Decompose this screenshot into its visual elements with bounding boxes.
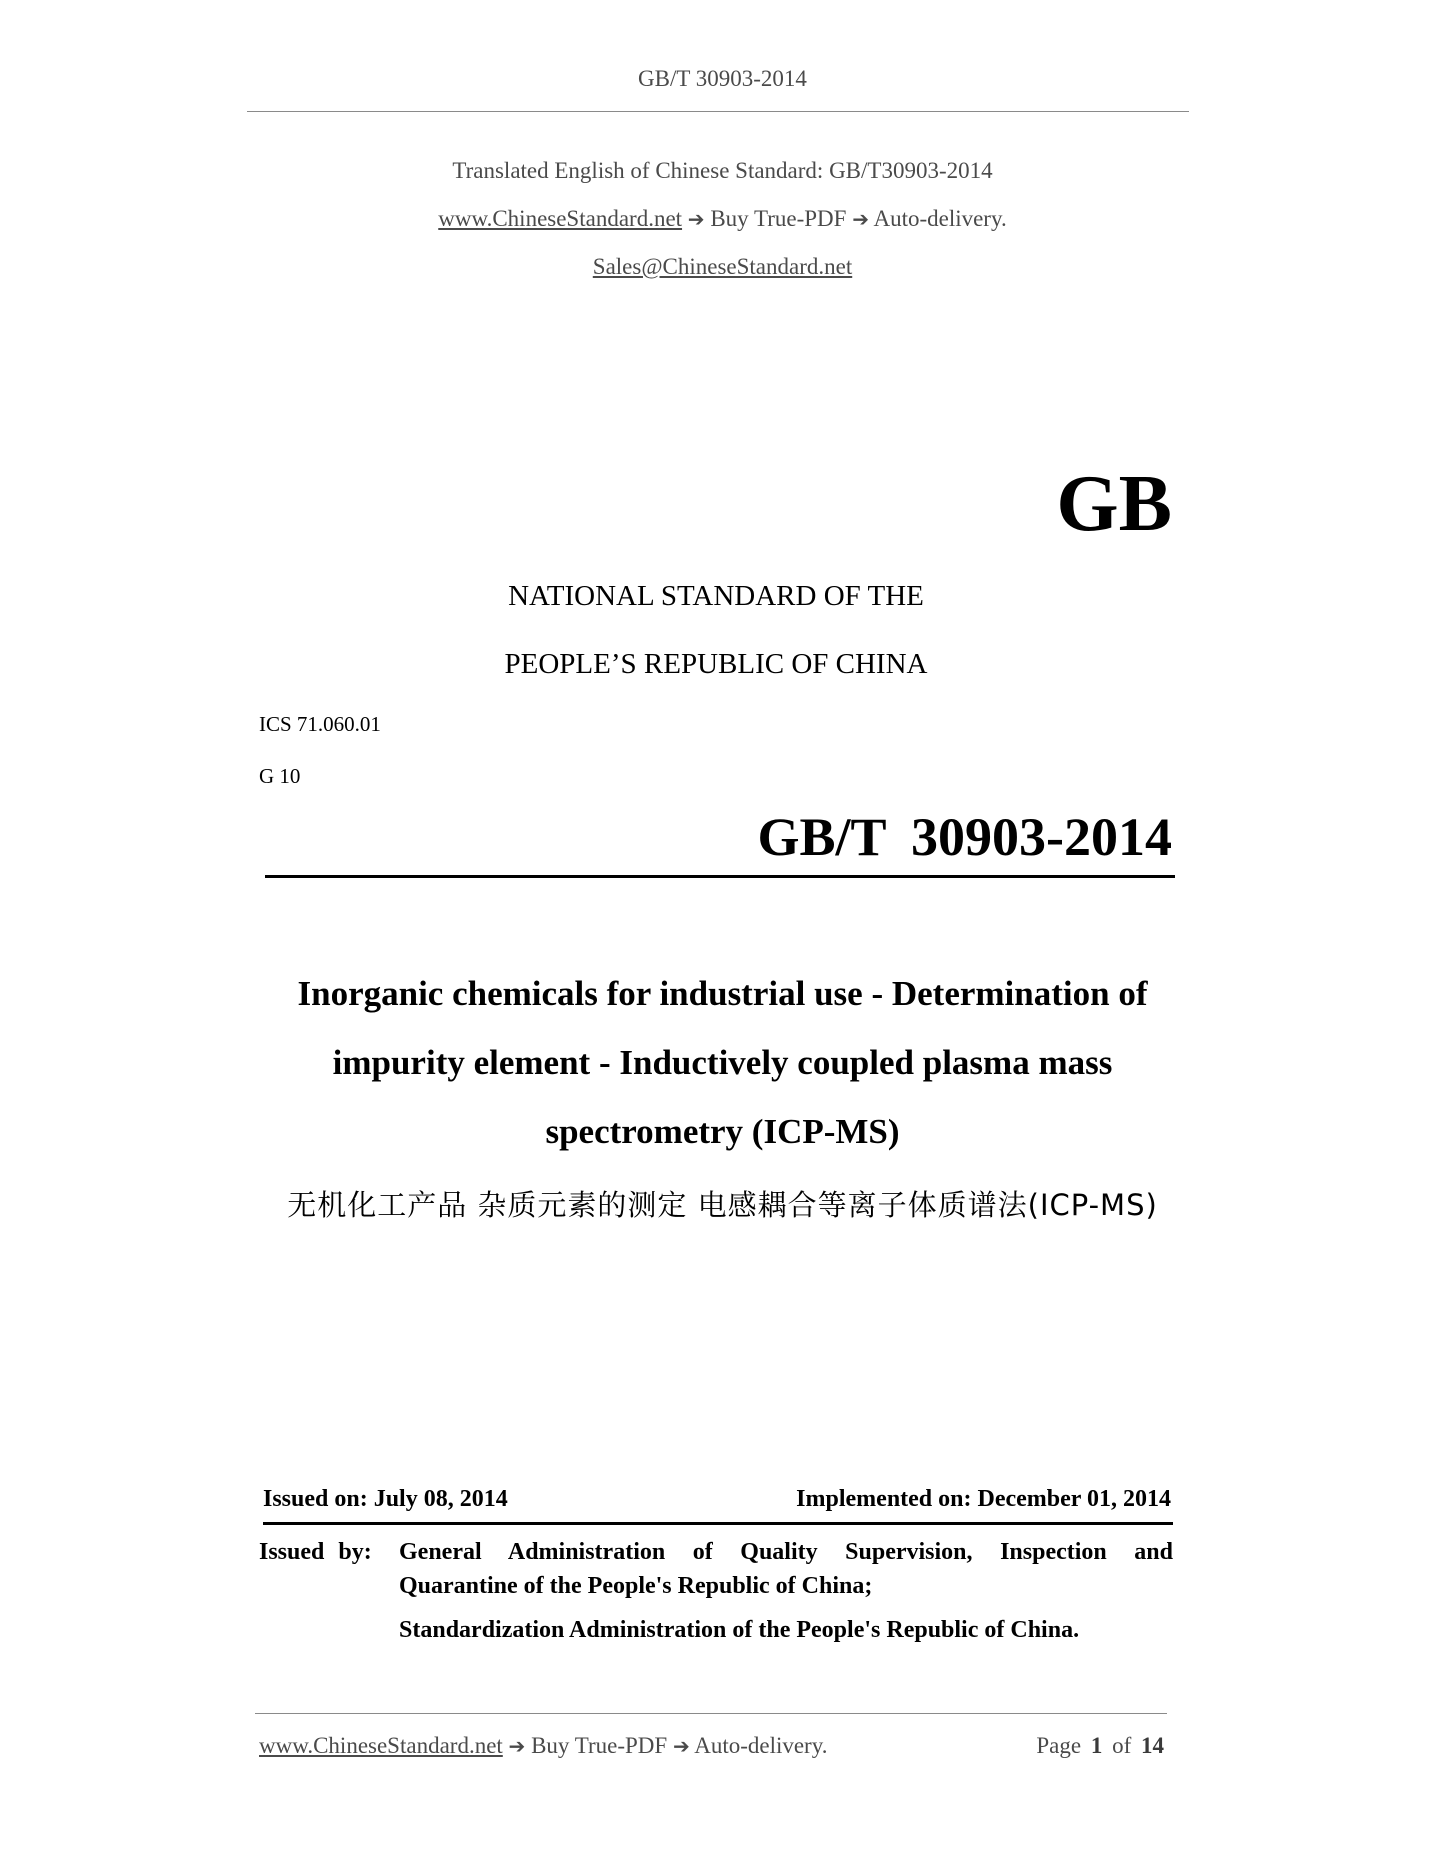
issuer-line-2: Quarantine of the People's Republic of China; bbox=[399, 1573, 873, 1599]
national-line-1: NATIONAL STANDARD OF THE bbox=[508, 580, 924, 612]
footer-divider bbox=[255, 1713, 1167, 1714]
issuer-line-1: General Administration of Quality Supervision, Inspection and bbox=[399, 1539, 1173, 1565]
arrow-right-icon: ➔ bbox=[852, 207, 869, 231]
footer-promo-buy: Buy True-PDF bbox=[531, 1733, 668, 1758]
site-link[interactable]: www.ChineseStandard.net bbox=[438, 206, 683, 231]
standard-number: GB/T 30903-2014 bbox=[757, 807, 1172, 867]
page-indicator bbox=[1036, 1733, 1164, 1759]
dates-underline bbox=[263, 1522, 1173, 1525]
gb-mark: GB bbox=[1056, 460, 1172, 548]
promo-line bbox=[0, 206, 1445, 232]
footer-promo-delivery: Auto-delivery. bbox=[694, 1733, 828, 1758]
title-line-1: Inorganic chemicals for industrial use - Determination of bbox=[297, 974, 1148, 1013]
ics-code: ICS 71.060.01 bbox=[259, 712, 381, 736]
page-current: 1 bbox=[1090, 1733, 1103, 1758]
page-of: of bbox=[1112, 1733, 1132, 1758]
translation-note: Translated English of Chinese Standard: GB/T30903-2014 bbox=[452, 158, 993, 183]
arrow-right-icon: ➔ bbox=[687, 207, 705, 231]
issuer-label: Issued by: bbox=[259, 1539, 372, 1565]
sales-email-link[interactable]: Sales@ChineseStandard.net bbox=[592, 254, 853, 279]
ccs-code: G 10 bbox=[259, 764, 301, 788]
issued-date: Issued on: July 08, 2014 bbox=[263, 1486, 508, 1512]
sales-line bbox=[0, 254, 1445, 280]
footer-promo bbox=[259, 1733, 827, 1759]
footer-site-link[interactable]: www.ChineseStandard.net bbox=[259, 1733, 503, 1758]
page-total: 14 bbox=[1141, 1733, 1164, 1758]
arrow-right-icon: ➔ bbox=[672, 1734, 690, 1758]
running-header: GB/T 30903-2014 bbox=[638, 66, 807, 91]
promo-buy: Buy True-PDF bbox=[710, 206, 847, 231]
national-line-2: PEOPLE’S REPUBLIC OF CHINA bbox=[504, 648, 928, 680]
title-line-2: impurity element - Inductively coupled plasma mass bbox=[332, 1043, 1113, 1082]
issuer-line-3: Standardization Administration of the People's Republic of China. bbox=[399, 1617, 1080, 1643]
arrow-right-icon: ➔ bbox=[508, 1734, 526, 1758]
header-divider bbox=[247, 111, 1189, 112]
promo-delivery: Auto-delivery. bbox=[873, 206, 1007, 231]
implemented-date: Implemented on: December 01, 2014 bbox=[796, 1486, 1171, 1512]
chinese-title: 无机化工产品 杂质元素的测定 电感耦合等离子体质谱法(ICP-MS) bbox=[287, 1188, 1158, 1222]
title-line-3: spectrometry (ICP-MS) bbox=[545, 1112, 900, 1151]
page-label: Page bbox=[1036, 1733, 1082, 1758]
number-underline bbox=[265, 875, 1175, 878]
